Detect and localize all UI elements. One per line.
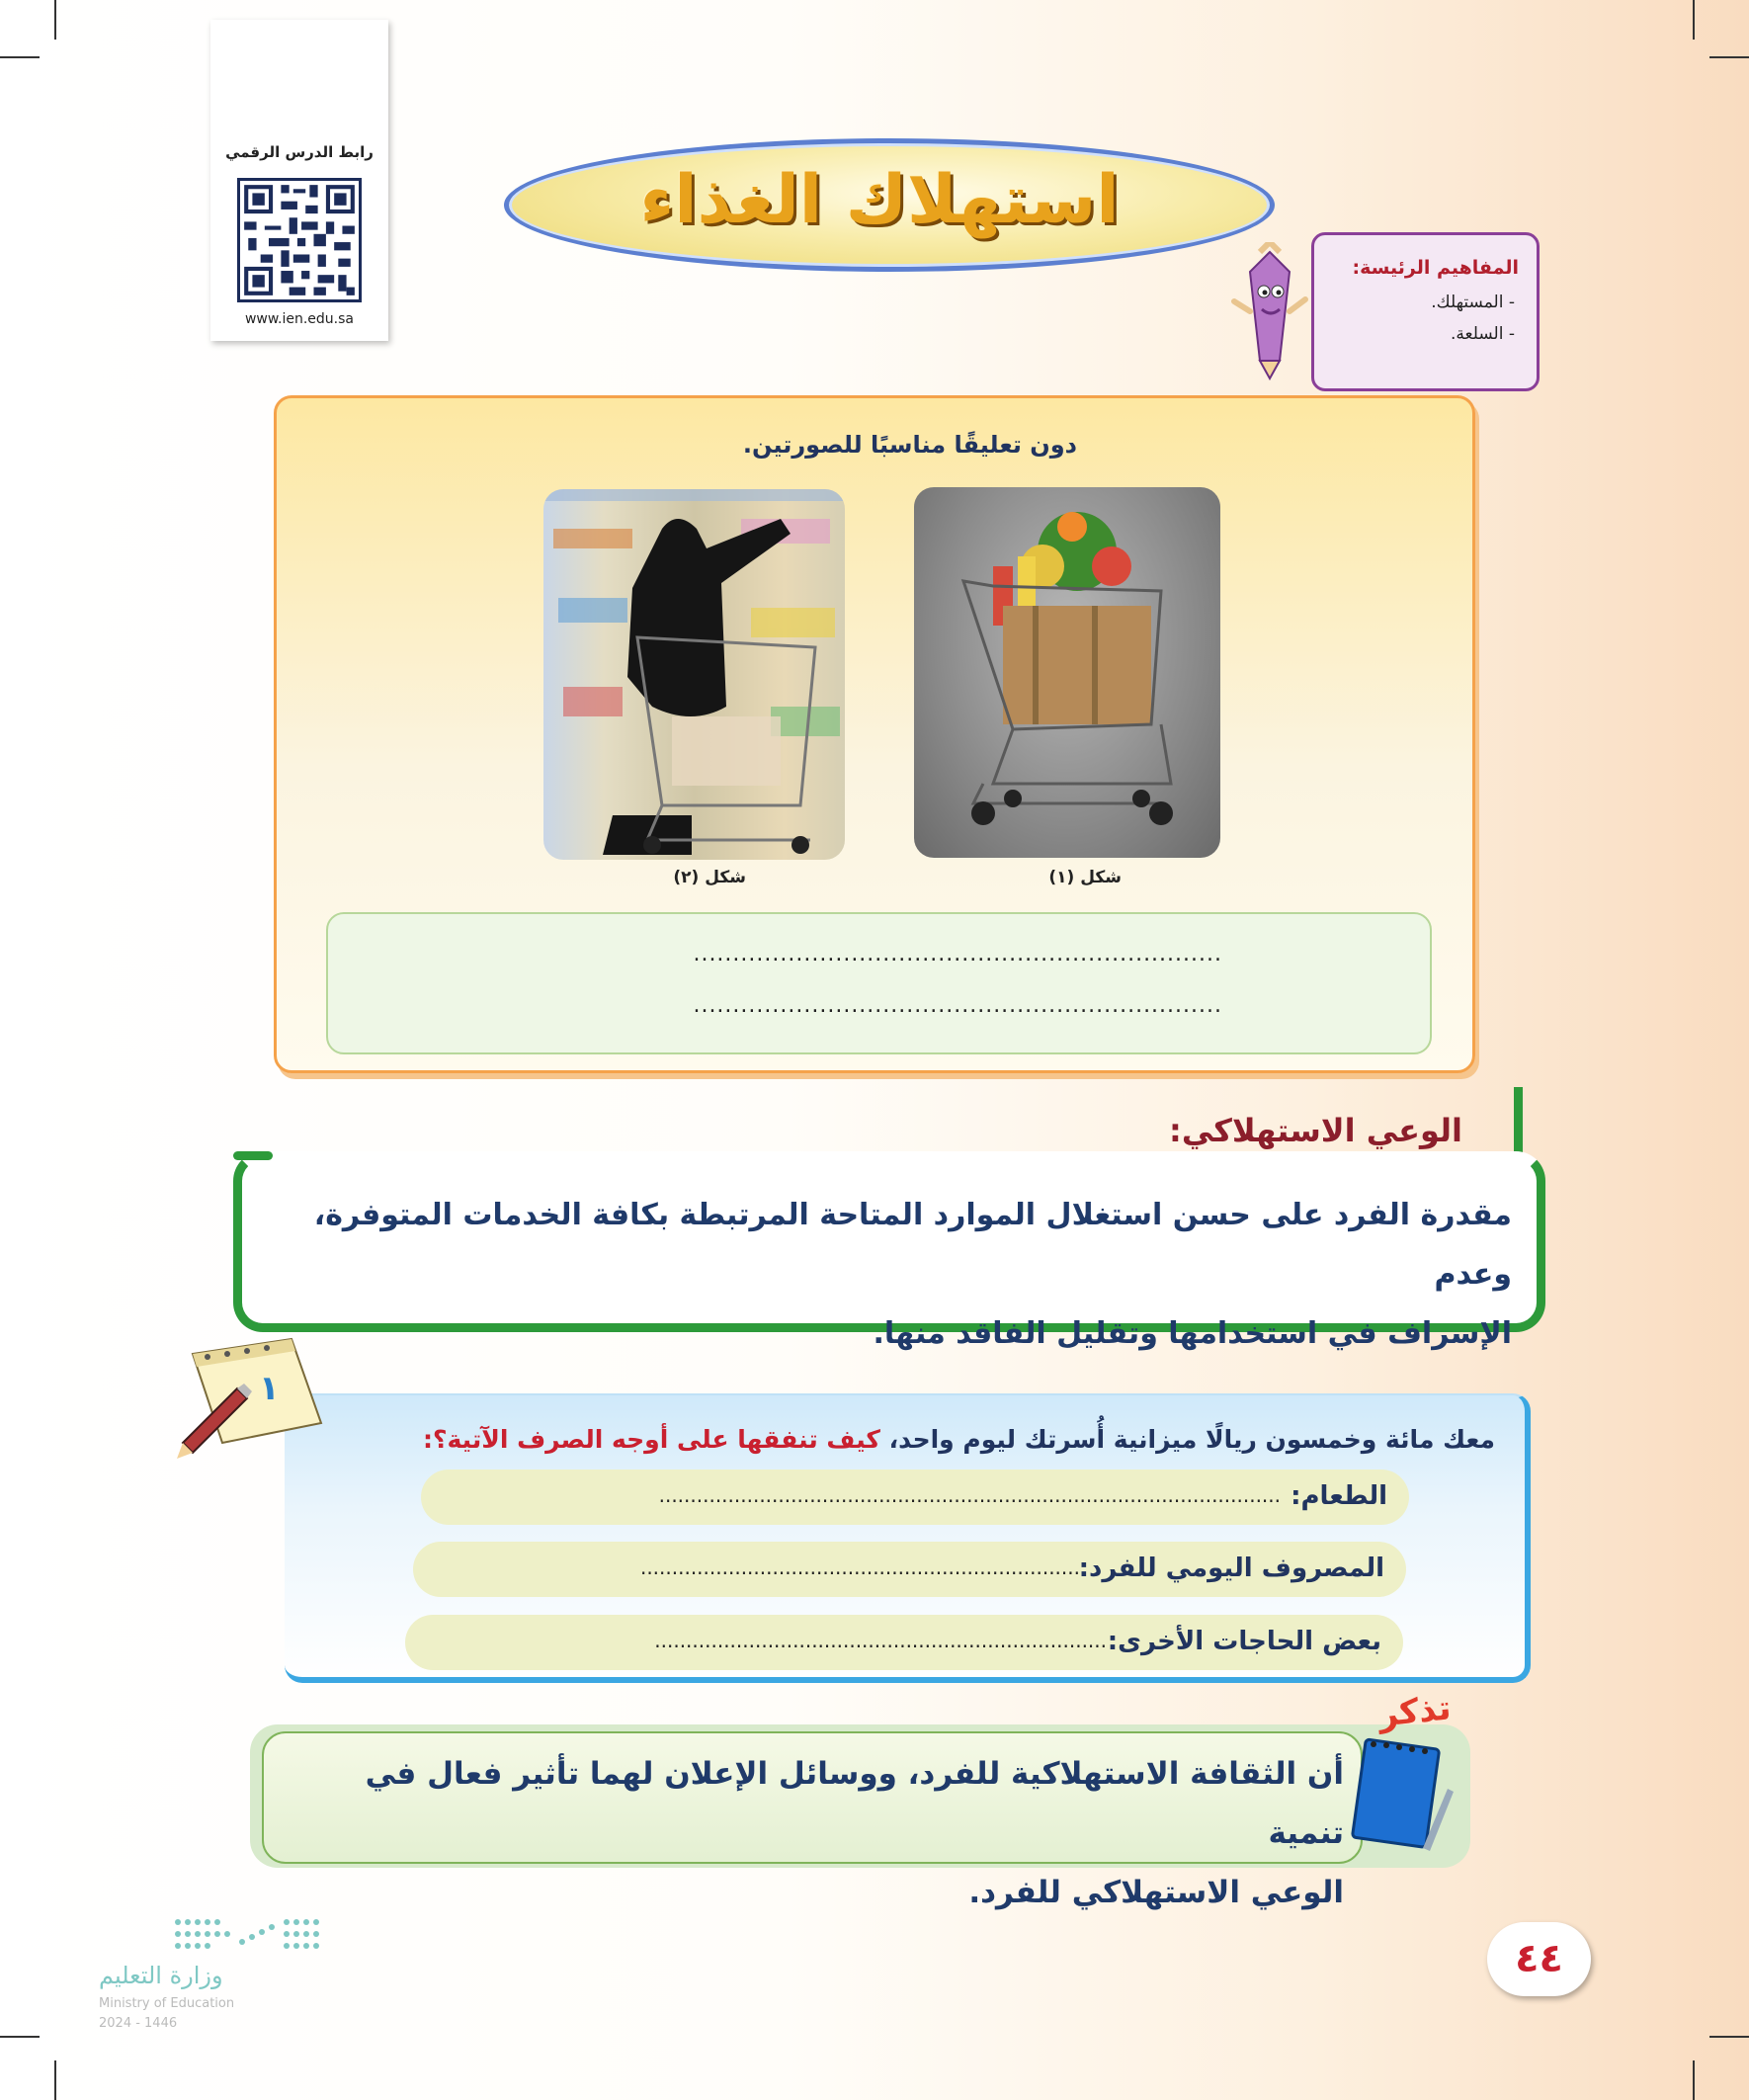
answer-box[interactable] xyxy=(326,912,1432,1054)
remember-text xyxy=(282,1744,1344,1922)
remember-label: تذكر xyxy=(1376,1688,1454,1735)
answer-pill-daily-allowance[interactable] xyxy=(413,1542,1406,1597)
answer-pill-food[interactable] xyxy=(421,1470,1409,1525)
notepad-icon xyxy=(1349,1729,1458,1858)
awareness-line: مقدرة الفرد على حسن استغلال الموارد المتاحة المرتبطة بكافة الخدمات المتوفرة، وعدم xyxy=(313,1198,1512,1292)
crop-mark xyxy=(54,0,56,40)
key-concepts-title: المفاهيم الرئيسة: xyxy=(1352,257,1519,279)
crop-mark xyxy=(0,56,40,58)
notebook-pencil-icon xyxy=(173,1329,326,1468)
ministry-year: 2024 - 1446 xyxy=(99,2016,178,2031)
concept-item: - السلعة. xyxy=(1451,324,1515,344)
qr-code-icon[interactable] xyxy=(237,178,362,302)
key-concepts-box xyxy=(1311,232,1540,391)
crop-mark xyxy=(1709,56,1749,58)
answer-line[interactable]: ................................................................... xyxy=(693,993,1222,1018)
answer-pill-line[interactable]: ........................................................................ xyxy=(654,1629,1107,1652)
answer-pill-label: الطعام: xyxy=(1291,1481,1387,1511)
answer-pill-other-needs[interactable] xyxy=(405,1615,1403,1670)
remember-line: الوعي الاستهلاكي للفرد. xyxy=(968,1875,1344,1910)
question-text-part: معك مائة وخمسون ريالًا ميزانية أُسرتك ليوم واحد، xyxy=(879,1425,1495,1454)
crop-mark xyxy=(1709,2036,1749,2038)
activity-instruction: دون تعليقًا مناسبًا للصورتين. xyxy=(742,431,1077,459)
question-number: ١ xyxy=(259,1369,280,1408)
awareness-heading: الوعي الاستهلاكي: xyxy=(1169,1112,1462,1149)
figure-1-shopping-cart-photo xyxy=(914,487,1220,858)
concept-item: - المستهلك. xyxy=(1431,293,1515,312)
crop-mark xyxy=(1693,2060,1695,2100)
answer-pill-line[interactable]: ................................................................................................... xyxy=(658,1483,1281,1507)
awareness-definition xyxy=(267,1186,1512,1364)
qr-url[interactable]: www.ien.edu.sa xyxy=(244,311,355,327)
page-number: ٤٤ xyxy=(1487,1922,1591,1996)
figure-1-caption: شكل (١) xyxy=(1048,868,1122,887)
qr-card[interactable] xyxy=(210,20,388,341)
qr-caption: رابط الدرس الرقمي xyxy=(225,143,374,161)
crop-mark xyxy=(54,2060,56,2100)
activity-box xyxy=(274,395,1475,1073)
crop-mark xyxy=(0,2036,40,2038)
answer-pill-label: المصروف اليومي للفرد: xyxy=(1078,1554,1384,1583)
pencil-mascot-icon xyxy=(1230,242,1309,380)
figure-2-woman-shopping-photo xyxy=(543,489,845,860)
answer-pill-label: بعض الحاجات الأخرى: xyxy=(1107,1627,1381,1656)
answer-pill-line[interactable]: ...................................................................... xyxy=(639,1555,1080,1579)
ministry-name-arabic: وزارة التعليم xyxy=(99,1962,223,1989)
awareness-line: الإسراف في استخدامها وتقليل الفاقد منها. xyxy=(873,1316,1512,1351)
ministry-logo-icon xyxy=(168,1912,326,1962)
question-box xyxy=(285,1393,1531,1683)
remember-line: أن الثقافة الاستهلاكية للفرد، ووسائل الإعلان لهما تأثير فعال في تنمية xyxy=(365,1756,1344,1851)
question-text xyxy=(423,1425,1495,1454)
question-text-emphasis: كيف تنفقها على أوجه الصرف الآتية؟: xyxy=(422,1425,880,1454)
page-title: استهلاك الغذاء xyxy=(639,161,1120,239)
answer-line[interactable]: ................................................................... xyxy=(693,942,1222,966)
ministry-name-english: Ministry of Education xyxy=(99,1996,235,2011)
awareness-frame-tab xyxy=(233,1151,273,1160)
crop-mark xyxy=(1693,0,1695,40)
figure-2-caption: شكل (٢) xyxy=(673,868,746,887)
